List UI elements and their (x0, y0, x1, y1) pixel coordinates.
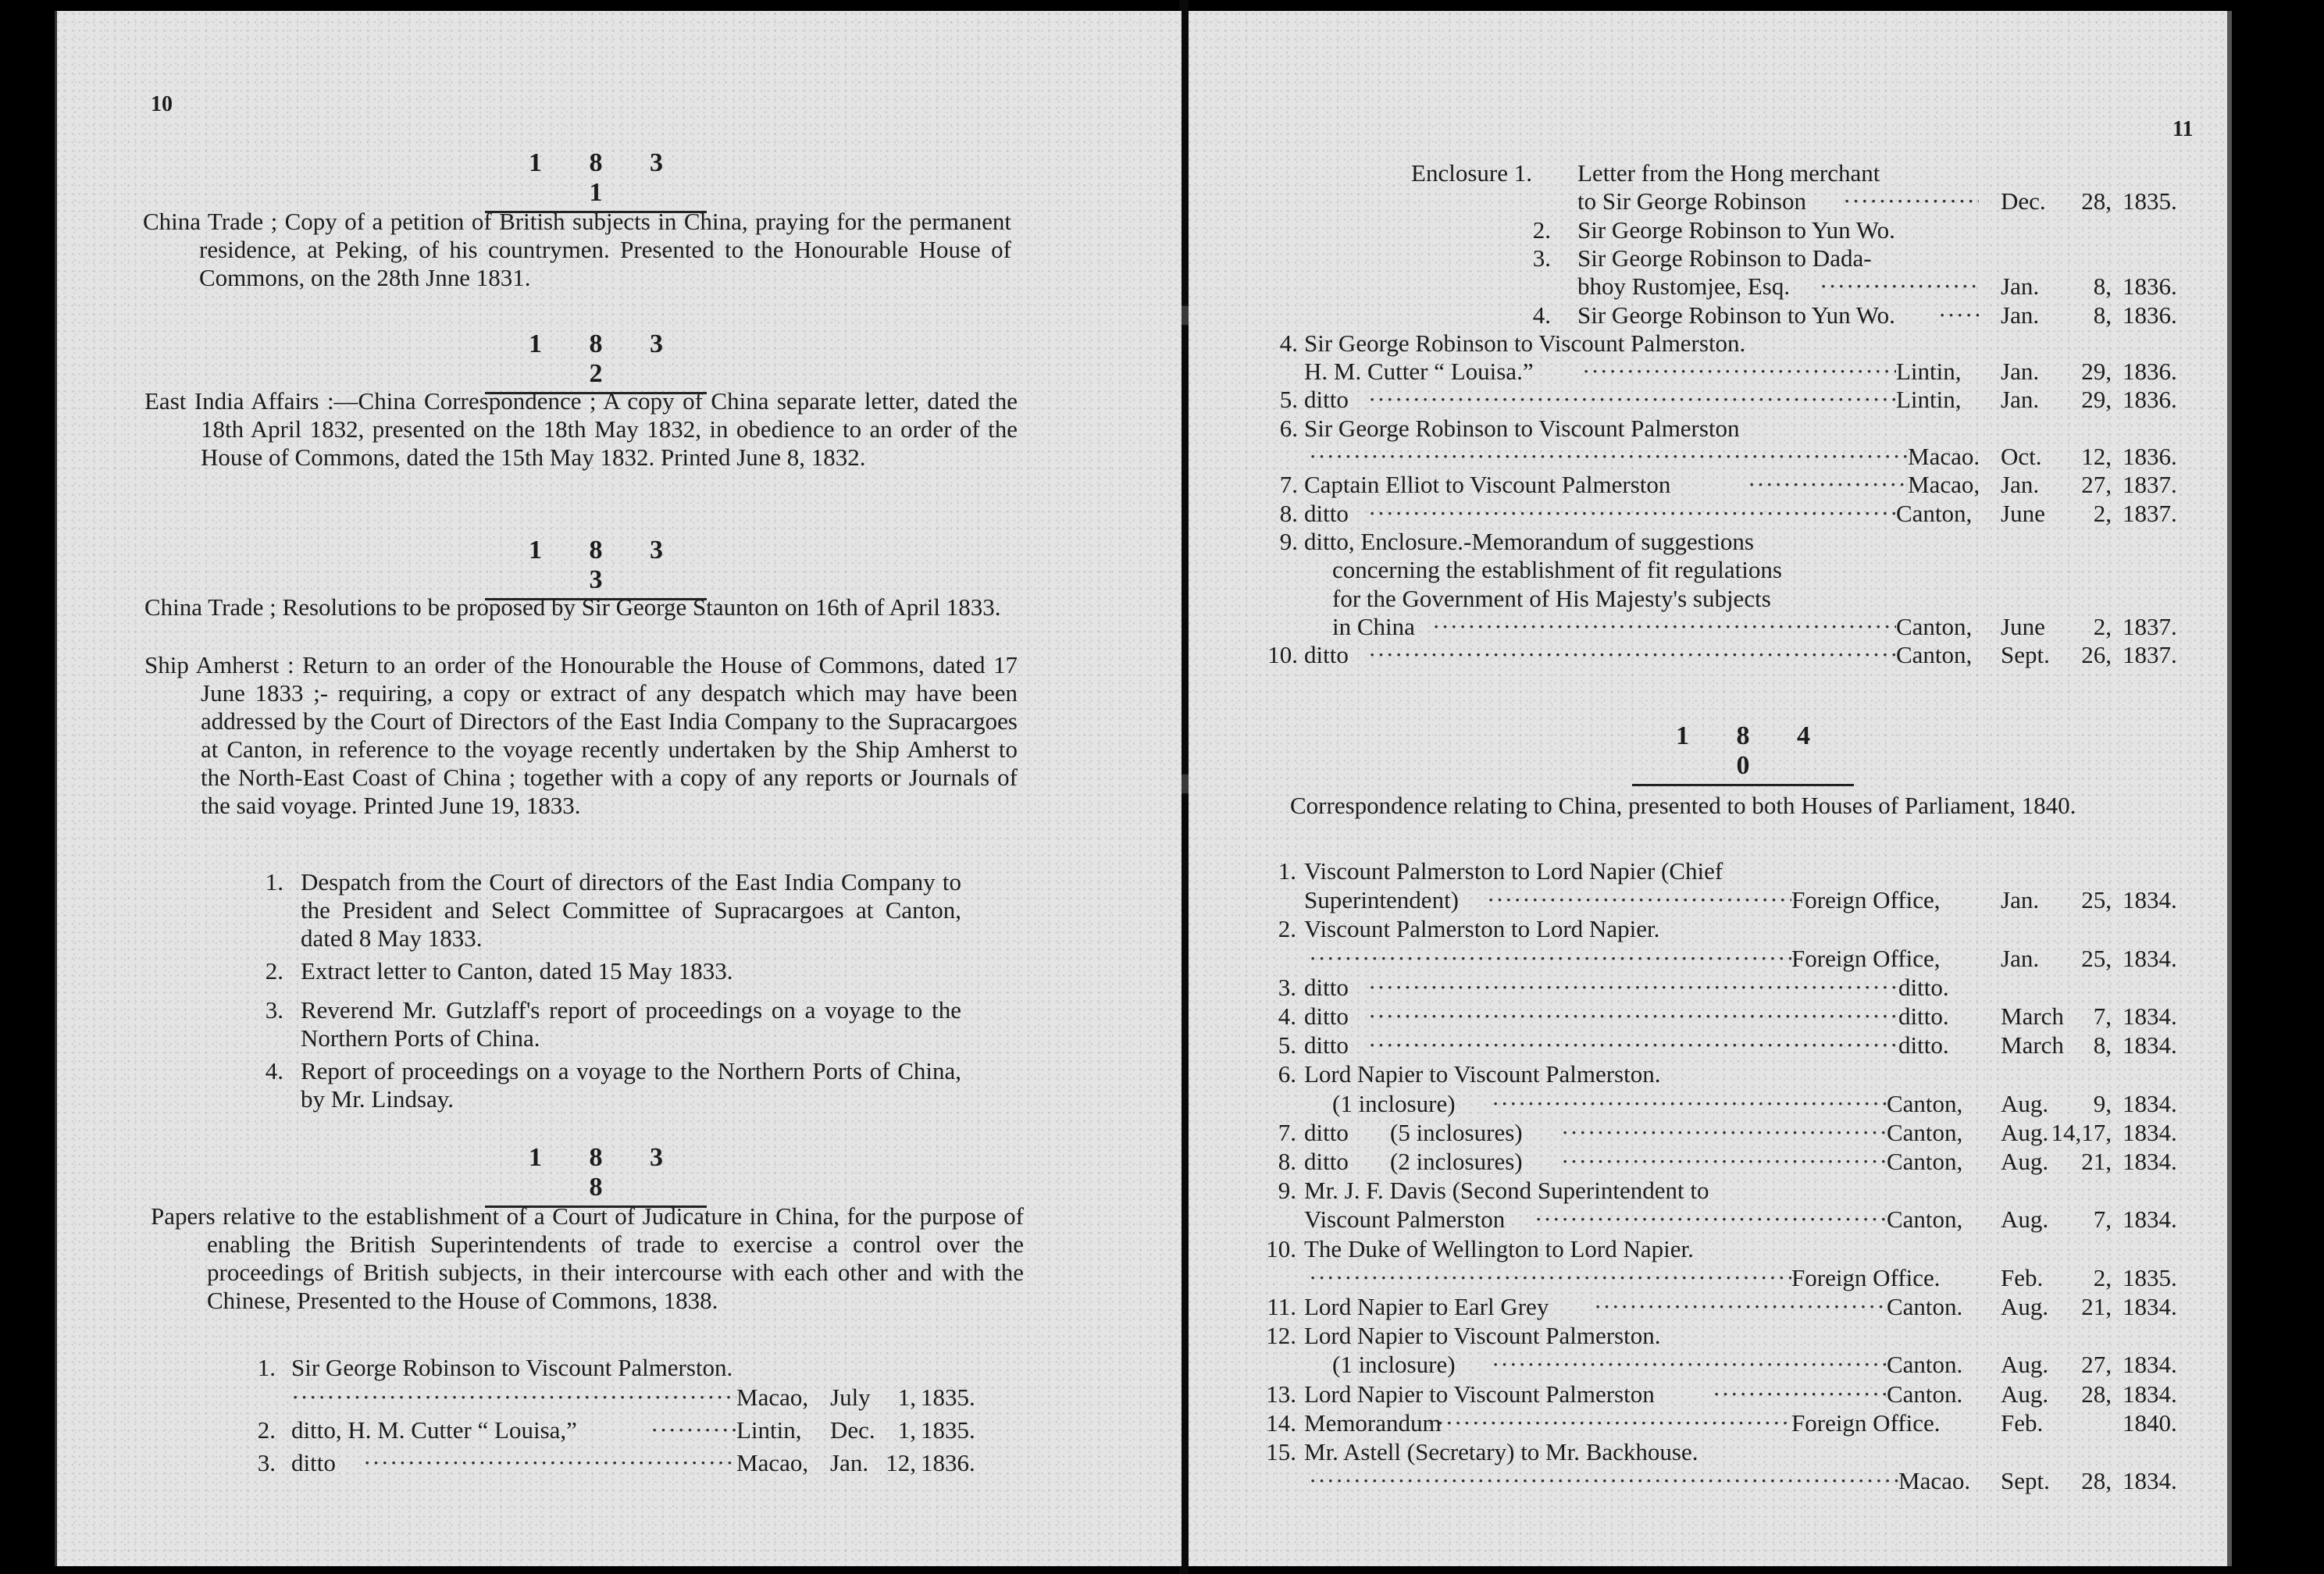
entry-1833-china-trade: China Trade ; Resolutions to be proposed by Sir George Staunton on 16th of April 1833. (144, 593, 1001, 621)
page-number: 10 (151, 92, 173, 116)
year-heading-1833: 1 8 3 3 (485, 536, 707, 600)
entry-1838-court-of-judicature: Papers relative to the establishment of a Court of Judicature in China, for the purpose of enabling the British Superintendents of trade to exercise a control over the proceedings of British subjects, in their intercourse with each other and with the Chinese, Presented to the House of Commons, 1838. (151, 1202, 1024, 1314)
entry-1840-correspondence: Correspondence relating to China, presented to both Houses of Parliament, 1840. (1290, 792, 2076, 819)
list-item: 1. Despatch from the Court of directors of the East India Company to the President and Select Committee of Supracargoes at Canton, dated 8 May 1833. (265, 868, 961, 952)
year-heading-1840: 1 8 4 0 (1632, 721, 1854, 786)
page-number: 11 (2173, 117, 2194, 141)
year-heading-1831: 1 8 3 1 (485, 148, 707, 213)
entry-1832-east-india-affairs: East India Affairs :—China Correspondence ; A copy of China separate letter, dated the 18th April 1832, presented on the 18th May 1832, in obedience to an order of the House of Commons, dated the 15th May 1832. Printed June 8, 1832. (144, 387, 1018, 471)
list-item: 4. Report of proceedings on a voyage to the Northern Ports of China, by Mr. Lindsay. (265, 1057, 961, 1113)
left-page: 10 1 8 3 1 China Trade ; Copy of a petition of British subjects in China, praying for the permanent residence, at Peking, of his countrymen. Presented to the Honourable House of Commons, on the 28th Jnne 1831. 1 8 3 2 East India Affairs :—China Correspondence ; A copy of China separate letter, dated the 18th April 1832, presented on the 18th May 1832, in obedience to an order of the House of Commons, dated the 15th May 1832. Printed June 8, 1832. 1 8 3 3 China Trade ; Resolutions to be proposed by Sir George Staunton on 16th of April 1833. Ship Amherst : Return to an order of the Honourable the House of Commons, dated 17 June 1833 ;- requiring, a copy or extract of any despatch which may have been addressed by the Court of Directors of the East India Company to the Supracargoes at Canton, in reference to the voyage recently undertaken by the Ship Amherst to the North-East Coast of China ; together with a copy of any reports or Journals of the said voyage. Printed June 19, 1833. 1. Despatch from the Court of directors of the East India Company to the President and Select Committee of Supracargoes at Canton, dated 8 May 1833. 2. Extract letter to Canton, dated 15 May 1833. 3. Reverend Mr. Gutzlaff's report of proceedings on a voyage to the Northern Ports of China. 4. Report of proceedings on a voyage to the Northern Ports of China, by Mr. Lindsay. 1 8 3 8 Papers relative to the establishment of a Court of Judicature in China, for the purpose of enabling the British Superintendents of trade to exercise a control over the proceedings of British subjects, in their intercourse with each other and with the Chinese, Presented to the House of Commons, 1838. 1. Sir George Robinson to Viscount Palmerston. ····· Macao, July 1, 1835. 2. ditto, H. M. Cutter “ Louisa,” ····· Lintin, Dec. 1, 1835. 3. ditto ····· Macao, Jan. 12, 1836. (55, 11, 1182, 1566)
right-page: 11 Enclosure 1. Letter from the Hong merchant to Sir George Robinson ····· Dec. 28, 1835. 2. Sir George Robinson to Yun Wo. 3. Sir George Robinson to Dada- bhoy Rustomjee, Esq. ····· Jan. 8, 1836. 4. Sir George Robinson to Yun Wo. ····· Jan. 8, 1836. 4. Sir George Robinson to Viscount Palmerston. H. M. Cutter “ Louisa.” ····· Lintin, Jan. 29, 1836. 5. ditto ····· Lintin, Jan. 29, 1836. 6. Sir George Robinson to Viscount Palmerston ····· Macao. Oct. 12, 1836. 7. Captain Elliot to Viscount Palmerston ····· Macao, Jan. 27, 1837. 8. ditto ····· Canton, June 2, 1837. 9. ditto, Enclosure.-Memorandum of suggestions concerning the establishment of fit regulations for the Government of His Majesty's subjects in China ····· Canton, June 2, 1837. 10. ditto ····· Canton, Sept. 26, 1837. 1 8 4 0 Correspondence relating to China, presented to both Houses of Parliament, 1840. 1. Viscount Palmerston to Lord Napier (Chief Superintendent) ····· Foreign Office, Jan. 25, 1834. 2. Viscount Palmerston to Lord Napier. ····· Foreign Office, Jan. 25, 1834. 3. ditto ····· ditto. 4. ditto ····· ditto. March 7, 1834. 5. ditto ····· ditto. March 8, 1834. 6. Lord Napier to Viscount Palmerston. (1 inclosure) ····· Canton, Aug. 9, 1834. 7. ditto (5 inclosures) ····· Canton, Aug. 14,17, 1834. 8. ditto (2 inclosures) ····· Canton, Aug. 21, 1834. 9. Mr. J. F. Davis (Second Superintendent to Viscount Palmerston ····· Canton, Aug. 7, 1834. 10. The Duke of Wellington to Lord Napier. ····· Foreign Office. Feb. 2, 1835. 11. Lord Napier to Earl Grey ····· Canton. Aug. 21, 1834. 12. Lord Napier to Viscount Palmerston. (1 inclosure) ····· Canton. Aug. 27, 1834. 13. Lord Napier to Viscount Palmerston ····· Canton. Aug. 28, 1834. 14. Memorandum ····· Foreign Office. Feb. 1840. 15. Mr. Astell (Secretary) to Mr. Backhouse. ····· Macao. Sept. 28, 1834. (1189, 11, 2232, 1566)
entry-1831-china-trade: China Trade ; Copy of a petition of British subjects in China, praying for the permanent residence, at Peking, of his countrymen. Presented to the Honourable House of Commons, on the 28th Jnne 1831. (143, 208, 1011, 291)
year-heading-1832: 1 8 3 2 (485, 329, 707, 394)
entry-1833-ship-amherst: Ship Amherst : Return to an order of the Honourable the House of Commons, dated 17 June 1833 ;- requiring, a copy or extract of any despatch which may have been addressed by the Court of Directors of the East India Company to the Supracargoes at Canton, in reference to the voyage recently undertaken by the Ship Amherst to the North-East Coast of China ; together with a copy of any reports or Journals of the said voyage. Printed June 19, 1833. (144, 651, 1018, 819)
year-heading-1838: 1 8 3 8 (485, 1143, 707, 1208)
list-item: 3. Reverend Mr. Gutzlaff's report of proceedings on a voyage to the Northern Ports of China. (265, 996, 961, 1052)
